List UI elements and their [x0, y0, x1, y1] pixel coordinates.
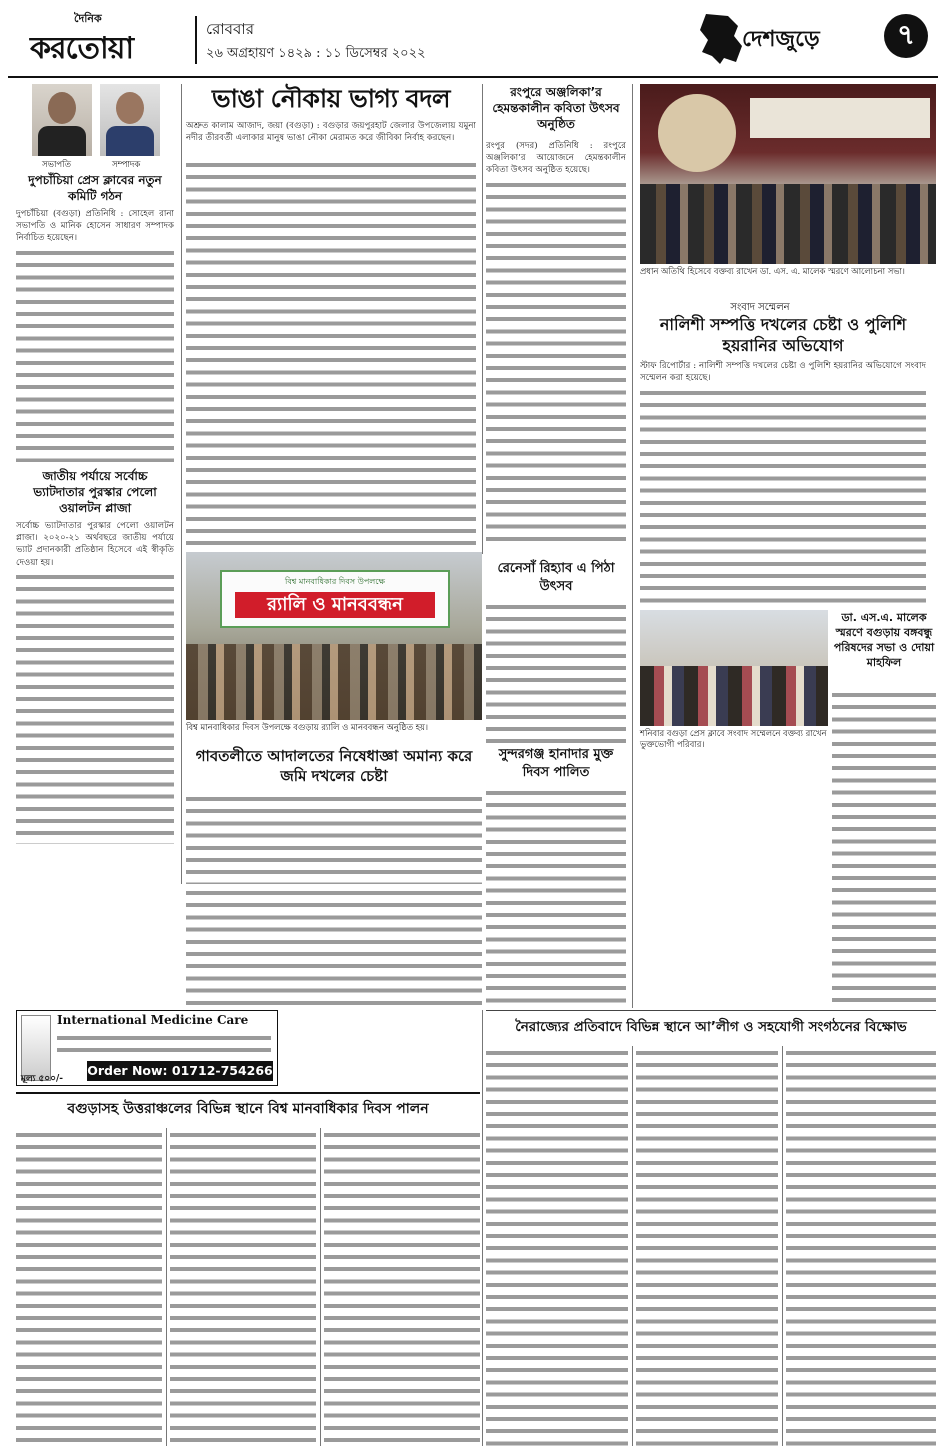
human-rights-col-2: [170, 1128, 316, 1446]
secretary-portrait: [100, 84, 160, 156]
awami-story-col-2: [636, 1046, 778, 1446]
memorial-photo-caption: প্রধান অতিথি হিসেবে বক্তব্য রাখেন ডা. এস. এ. মালেক স্মরণে আলোচনা সভা।: [640, 266, 905, 276]
awami-story-col-3: [786, 1046, 936, 1446]
ad-phone: Order Now: 01712-754266: [87, 1061, 273, 1081]
ad-price: মূল্য ৫০০/-: [21, 1074, 64, 1084]
issue-date: ২৬ অগ্রহায়ণ ১৪২৯ : ১১ ডিসেম্বর ২০২২: [206, 46, 426, 61]
rally-banner-text: র‌্যালি ও মানববন্ধন: [235, 592, 435, 618]
poem-story: [486, 84, 626, 554]
sundarganj-story: [486, 746, 626, 1008]
awami-story-headline: নৈরাজ্যের প্রতিবাদে বিভিন্ন স্থানে আ’লীগ ও সহযোগী সংগঠনের বিক্ষোভ: [515, 1019, 907, 1035]
left-column: [16, 84, 174, 844]
rally-banner-top: বিশ্ব মানবাধিকার দিবস উপলক্ষে: [285, 577, 385, 586]
story-body-walton: [16, 570, 174, 844]
rally-photo-caption: বিশ্ব মানবাধিকার দিবস উপলক্ষে বগুড়ায় র‌্যালি ও মানববন্ধন অনুষ্ঠিত হয়।: [186, 722, 428, 732]
land-dispute-lead: স্টাফ রিপোর্টার : নালিশী সম্পত্তি দখলের চেষ্টা ও পুলিশি হয়রানির অভিযোগে সংবাদ সম্মেলন করা হয়েছে।: [640, 361, 926, 384]
awami-story-col-1: [486, 1046, 628, 1446]
press-conference-label: সংবাদ সম্মেলন: [730, 302, 790, 313]
portrait-label-secretary: সম্পাদক: [112, 160, 141, 170]
masthead: [8, 6, 938, 76]
malek-story-headline: ডা. এস.এ. মালেক স্মরণে বগুড়ায় বঙ্গবন্ধু পরিষদের সভা ও দোয়া মাহফিল: [833, 611, 935, 669]
land-dispute-body: [640, 386, 926, 606]
human-rights-col-3: [324, 1128, 480, 1446]
gabtoli-story-body: [186, 792, 482, 884]
president-portrait: [32, 84, 92, 156]
story-headline-walton: জাতীয় পর্যায়ে সর্বোচ্চ ভ্যাটদাতার পুরস্কার পেলো ওয়ালটন প্লাজা: [33, 469, 157, 515]
story-lead-press-club: দুপচাঁচিয়া (বগুড়া) প্রতিনিধি : সোহেল রানা সভাপতি ও মানিক হোসেন সাধারণ সম্পাদক নির্বাচিত হয়েছেন।: [16, 209, 174, 244]
press-conference-caption: শনিবার বগুড়া প্রেস ক্লাবে সংবাদ সম্মেলনে বক্তব্য রাখেন ভুক্তভোগী পরিবার।: [640, 728, 827, 749]
portrait-label-president: সভাপতি: [42, 160, 71, 170]
logo-main-text: করতোয়া: [30, 31, 134, 66]
poem-story-lead: রংপুর (সদর) প্রতিনিধি : রংপুরে অঞ্জলিকা’র আয়োজনে হেমন্তকালীন কবিতা উৎসব অনুষ্ঠিত হয়েছে।: [486, 141, 626, 176]
main-story-headline: ভাঙা নৌকায় ভাগ্য বদল: [212, 84, 450, 113]
logo-small-text: দৈনিক: [74, 12, 102, 25]
malek-story: [832, 610, 936, 1006]
poem-story-headline: রংপুরে অঞ্জলিকা’র হেমন্তকালীন কবিতা উৎসব অনুষ্ঠিত: [492, 85, 620, 131]
story-lead-walton: সর্বোচ্চ ভ্যাটদাতার পুরস্কার পেলো ওয়ালটন প্লাজা। ২০২০-২১ অর্থবছরে জাতীয় পর্যায়ে ভ্যাট প্রদানকারী প্রতিষ্ঠান হিসেবে এই স্বীকৃতি দেওয়া হয়।: [16, 521, 174, 568]
section-badge: [698, 12, 938, 66]
gabtoli-story-headline: গাবতলীতে আদালতের নিষেধাজ্ঞা অমান্য করে জমি দখলের চেষ্টা: [195, 747, 473, 785]
story-headline-press-club: দুপচাঁচিয়া প্রেস ক্লাবের নতুন কমিটি গঠন: [28, 173, 162, 203]
medicine-ad: [16, 1010, 278, 1086]
issue-day: রোববার: [206, 20, 254, 38]
main-story-lead: অশ্রুত কালাম আজাদ, জয়া (বগুড়া) : বগুড়ার জয়পুরহাট জেলার উপজেলায় যমুনা নদীর তীরবর্তী এলাকার মানুষ ভাঙা নৌকা মেরামত করে জীবিকা নির্বাহ করছেন।: [186, 121, 476, 144]
malek-story-body: [832, 688, 936, 1006]
page-number: ৭: [884, 14, 928, 58]
human-rights-col-1: [16, 1128, 162, 1446]
sundarganj-story-body: [486, 786, 626, 1006]
bangladesh-map-icon: [698, 12, 744, 66]
renault-story-headline: রেনেসাঁ রিহ্যাব এ পিঠা উৎসব: [497, 561, 615, 594]
section-name: দেশজুড়ে: [742, 27, 820, 52]
sundarganj-story-headline: সুন্দরগঞ্জ হানাদার মুক্ত দিবস পালিত: [498, 747, 614, 780]
story-body-press-club: [16, 246, 174, 462]
rally-banner: [220, 570, 450, 628]
gabtoli-story-body-cont: [186, 886, 482, 1006]
land-dispute-headline: নালিশী সম্পত্তি দখলের চেষ্টা ও পুলিশি হয়রানির অভিযোগ: [659, 315, 907, 355]
human-rights-headline: বগুড়াসহ উত্তরাঞ্চলের বিভিন্ন স্থানে বিশ্ব মানবাধিকার দিবস পালন: [67, 1101, 429, 1117]
gabtoli-story: [186, 746, 482, 886]
poem-story-body: [486, 178, 626, 542]
ad-title: International Medicine Care: [57, 1013, 249, 1027]
human-rights-story: [16, 1096, 480, 1124]
renault-story-body: [486, 600, 626, 746]
rally-photo: [186, 552, 482, 720]
land-dispute-story: [640, 314, 926, 358]
main-story-body: [186, 158, 476, 550]
awami-story: [486, 1016, 936, 1046]
memorial-photo: [640, 84, 936, 264]
main-story: [186, 82, 476, 552]
newspaper-logo: [30, 14, 190, 68]
press-conference-photo: [640, 610, 828, 726]
renault-story: [486, 560, 626, 750]
